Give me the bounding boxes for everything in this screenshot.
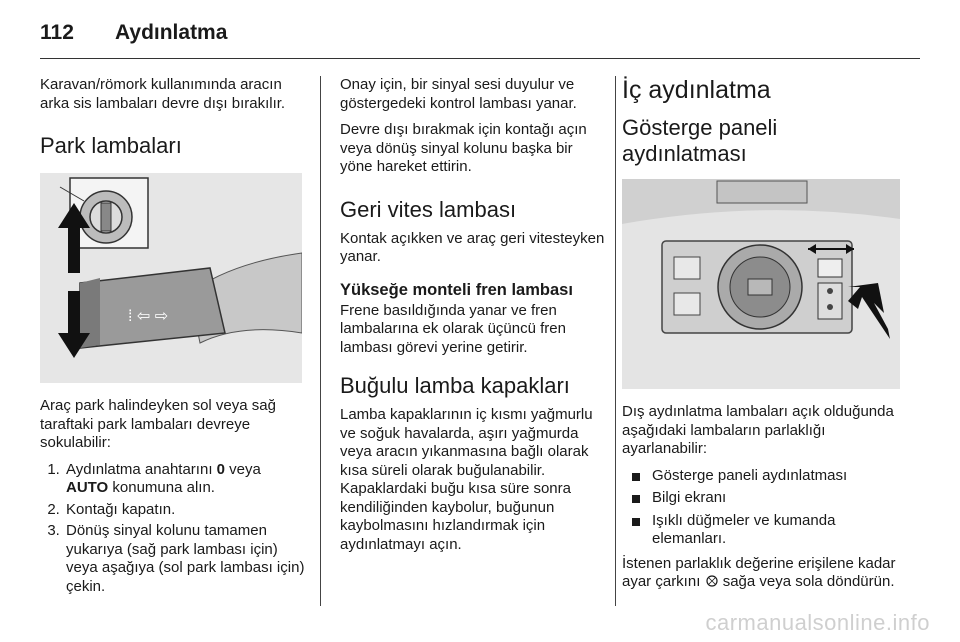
section-heading-fogged-covers: Buğulu lamba kapakları xyxy=(340,373,570,398)
deactivate-text: Devre dışı bırakmak için kontağı açın veya dönüş sinyal kolunu başka bir yöne hareket ettirin. xyxy=(340,121,587,175)
bullet-instrument-panel: Gösterge paneli aydınlatması xyxy=(622,467,904,486)
bullet-info-display: Bilgi ekranı xyxy=(622,489,904,508)
position-auto: AUTO xyxy=(66,479,109,496)
column-divider-2 xyxy=(615,76,616,606)
chapter-title: Aydınlatma xyxy=(115,21,228,44)
turn-signal-lever-illustration xyxy=(40,173,302,383)
step-1: 1. Aydınlatma anahtarını 0 veya AUTO konumuna alın. xyxy=(64,461,305,498)
fogged-covers-text: Lamba kapaklarının iç kısmı yağmurlu ve soğuk havalarda, aşırı yağmurda veya aracın yıkanmasına bağlı olarak kısa süreli olarak buğulanabilir. Kapaklardaki buğu kısa süre sonra kendiliğinden kaybolur, buğunun kaybolmasını hızlandırmak için aydınlatmayı açın. xyxy=(340,406,593,553)
brake-light-text: Frene basıldığında yanar ve fren lambalarına ek olarak üçüncü fren lambası görevi yerine getirir. xyxy=(340,301,566,356)
position-zero: 0 xyxy=(216,460,225,478)
trailer-fog-note: Karavan/römork kullanımında aracın arka sis lambaları devre dışı bırakılır. xyxy=(40,76,286,112)
step-3: 3. Dönüş sinyal kolunu tamamen yukarıya (sağ park lambası için) veya aşağıya (sol park lambası için) çekin. xyxy=(64,522,305,596)
section-heading-instrument-panel: Gösterge paneli aydınlatması xyxy=(622,115,778,166)
thumbwheel-instruction: İstenen parlaklık değerine erişilene kadar ayar çarkını sağa veya sola döndürün. xyxy=(622,554,896,590)
light-switch-panel-image xyxy=(622,179,900,389)
column-2 xyxy=(340,76,605,562)
turn-signal-lever-image xyxy=(40,173,302,383)
page-number: 112 xyxy=(40,21,74,44)
parking-steps-list xyxy=(40,461,305,597)
brightness-items-list xyxy=(622,467,904,549)
section-heading-interior-lighting: İç aydınlatma xyxy=(622,76,771,104)
column-3 xyxy=(622,76,904,600)
light-switch-illustration xyxy=(622,179,900,389)
page-header xyxy=(40,18,227,48)
confirmation-text: Onay için, bir sinyal sesi duyulur ve göstergedeki kontrol lambası yanar. xyxy=(340,76,577,112)
reverse-light-text: Kontak açıkken ve araç geri vitesteyken yanar. xyxy=(340,229,605,265)
section-heading-reverse-light: Geri vites lambası xyxy=(340,196,517,222)
column-1 xyxy=(40,76,305,599)
header-rule xyxy=(40,58,920,59)
section-heading-parking-lights: Park lambaları xyxy=(40,133,182,158)
column-divider-1 xyxy=(320,76,321,606)
svg-text:⁞ ⇦ ⇨: ⁞ ⇦ ⇨ xyxy=(128,308,169,325)
bullet-illuminated-buttons: Işıklı düğmeler ve kumanda elemanları. xyxy=(622,512,904,549)
brightness-description: Dış aydınlatma lambaları açık olduğunda aşağıdaki lambaların parlaklığı ayarlanabilir: xyxy=(622,403,894,457)
watermark: carmanualsonline.info xyxy=(705,610,930,635)
parking-lights-description: Araç park halindeyken sol veya sağ taraftaki park lambaları devreye sokulabilir: xyxy=(40,397,276,451)
section-heading-brake-light: Yükseğe monteli fren lambası xyxy=(340,280,573,299)
step-2: 2. Kontağı kapatın. xyxy=(64,501,305,520)
thumbwheel-icon xyxy=(705,574,719,588)
